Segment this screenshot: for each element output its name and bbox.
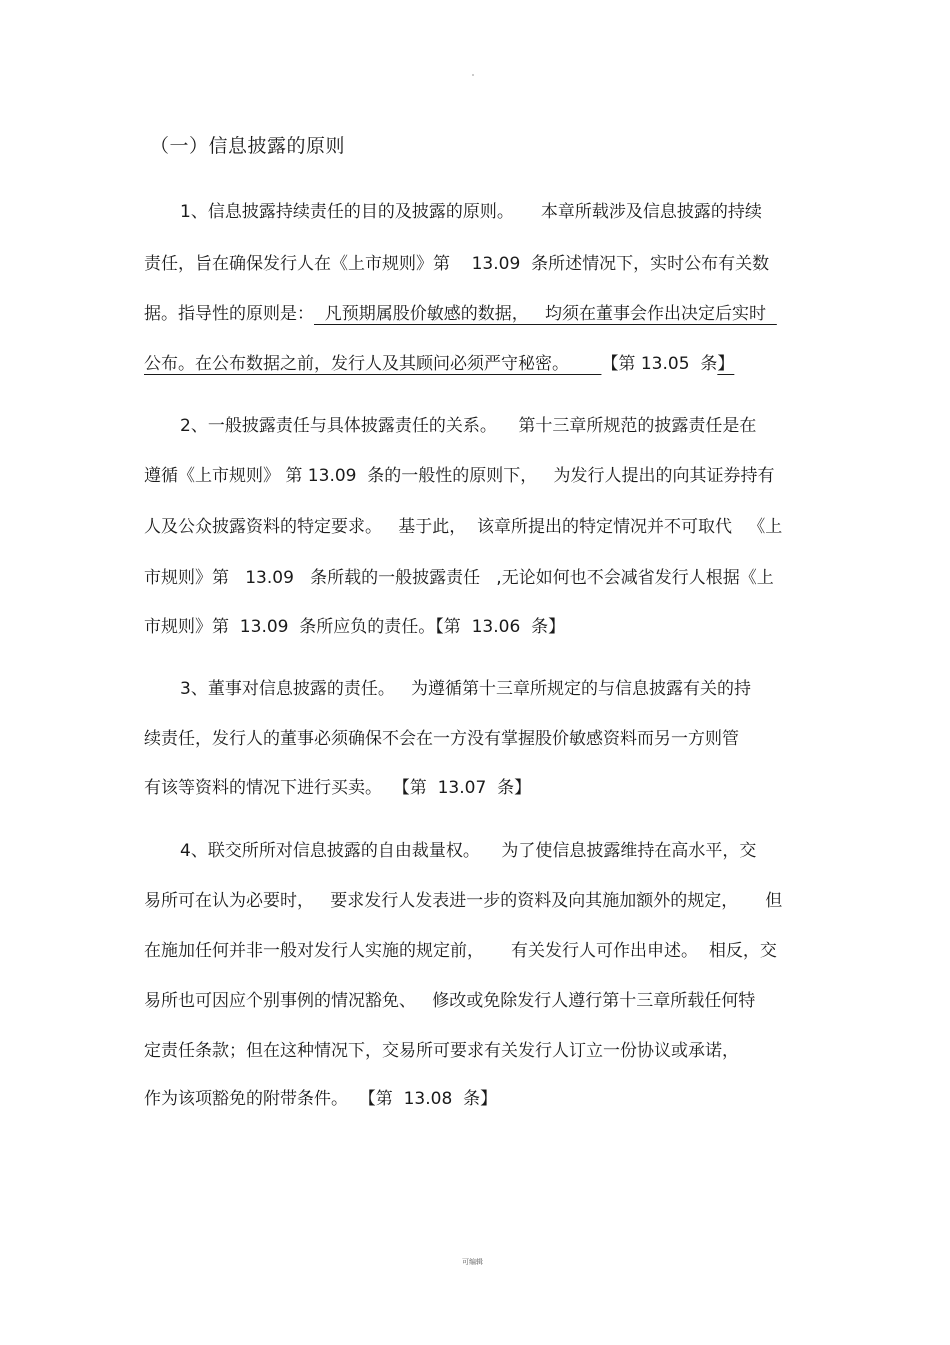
p4-line-4: 易所也可因应个别事例的情况豁免、 修改或免除发行人遵行第十三章所载任何特 xyxy=(144,991,756,1011)
section-heading: （一）信息披露的原则 xyxy=(150,135,346,157)
p1-underlined-text-2: 公布。在公布数据之前，发行人及其顾问必须严守秘密。 xyxy=(144,354,569,374)
p2-line-1: 2、一般披露责任与具体披露责任的关系。 第十三章所规范的披露责任是在 xyxy=(180,416,757,436)
footer-label: 可编辑 xyxy=(462,1258,483,1266)
page-mark xyxy=(472,74,474,76)
p2-line-2: 遵循《上市规则》 第 13.09 条的一般性的原则下， 为发行人提出的向其证券持有 xyxy=(144,466,775,486)
p3-line-2: 续责任，发行人的董事必须确保不会在一方没有掌握股价敏感资料而另一方则管 xyxy=(144,729,739,749)
p1-underlined-gap xyxy=(569,354,601,374)
p1-underlined-text-1: 凡预期属股价敏感的数据， 均须在董事会作出决定后实时 xyxy=(314,304,777,324)
p1-line-4 xyxy=(144,353,734,375)
p1-citation-close: 】 xyxy=(717,354,735,374)
p4-line-2: 易所可在认为必要时， 要求发行人发表进一步的资料及向其施加额外的规定， 但 xyxy=(144,891,783,911)
p3-line-3: 有该等资料的情况下进行买卖。 【第 13.07 条】 xyxy=(144,778,532,798)
p1-line-2: 责任，旨在确保发行人在《上市规则》第 13.09 条所述情况下，实时公布有关数 xyxy=(144,254,770,274)
p4-line-1: 4、联交所所对信息披露的自由裁量权。 为了使信息披露维持在高水平，交 xyxy=(180,841,757,861)
p1-line-3 xyxy=(144,303,777,325)
p4-line-6: 作为该项豁免的附带条件。 【第 13.08 条】 xyxy=(144,1089,498,1109)
p2-line-3: 人及公众披露资料的特定要求。 基于此， 该章所提出的特定情况并不可取代 《上 xyxy=(144,517,783,537)
p4-line-3: 在施加任何并非一般对发行人实施的规定前， 有关发行人可作出申述。 相反，交 xyxy=(144,941,777,961)
p4-line-5: 定责任条款；但在这种情况下，交易所可要求有关发行人订立一份协议或承诺， xyxy=(144,1041,739,1061)
p1-line-3-text: 据。指导性的原则是： xyxy=(144,304,314,324)
p1-citation: 【第 13.05 条 xyxy=(601,354,718,374)
p3-line-1: 3、董事对信息披露的责任。 为遵循第十三章所规定的与信息披露有关的持 xyxy=(180,679,752,699)
p2-line-5: 市规则》第 13.09 条所应负的责任。【第 13.06 条】 xyxy=(144,617,566,637)
p2-line-4: 市规则》第 13.09 条所载的一般披露责任 ,无论如何也不会减省发行人根据《上 xyxy=(144,568,774,588)
p1-line-1: 1、信息披露持续责任的目的及披露的原则。 本章所载涉及信息披露的持续 xyxy=(180,202,762,222)
